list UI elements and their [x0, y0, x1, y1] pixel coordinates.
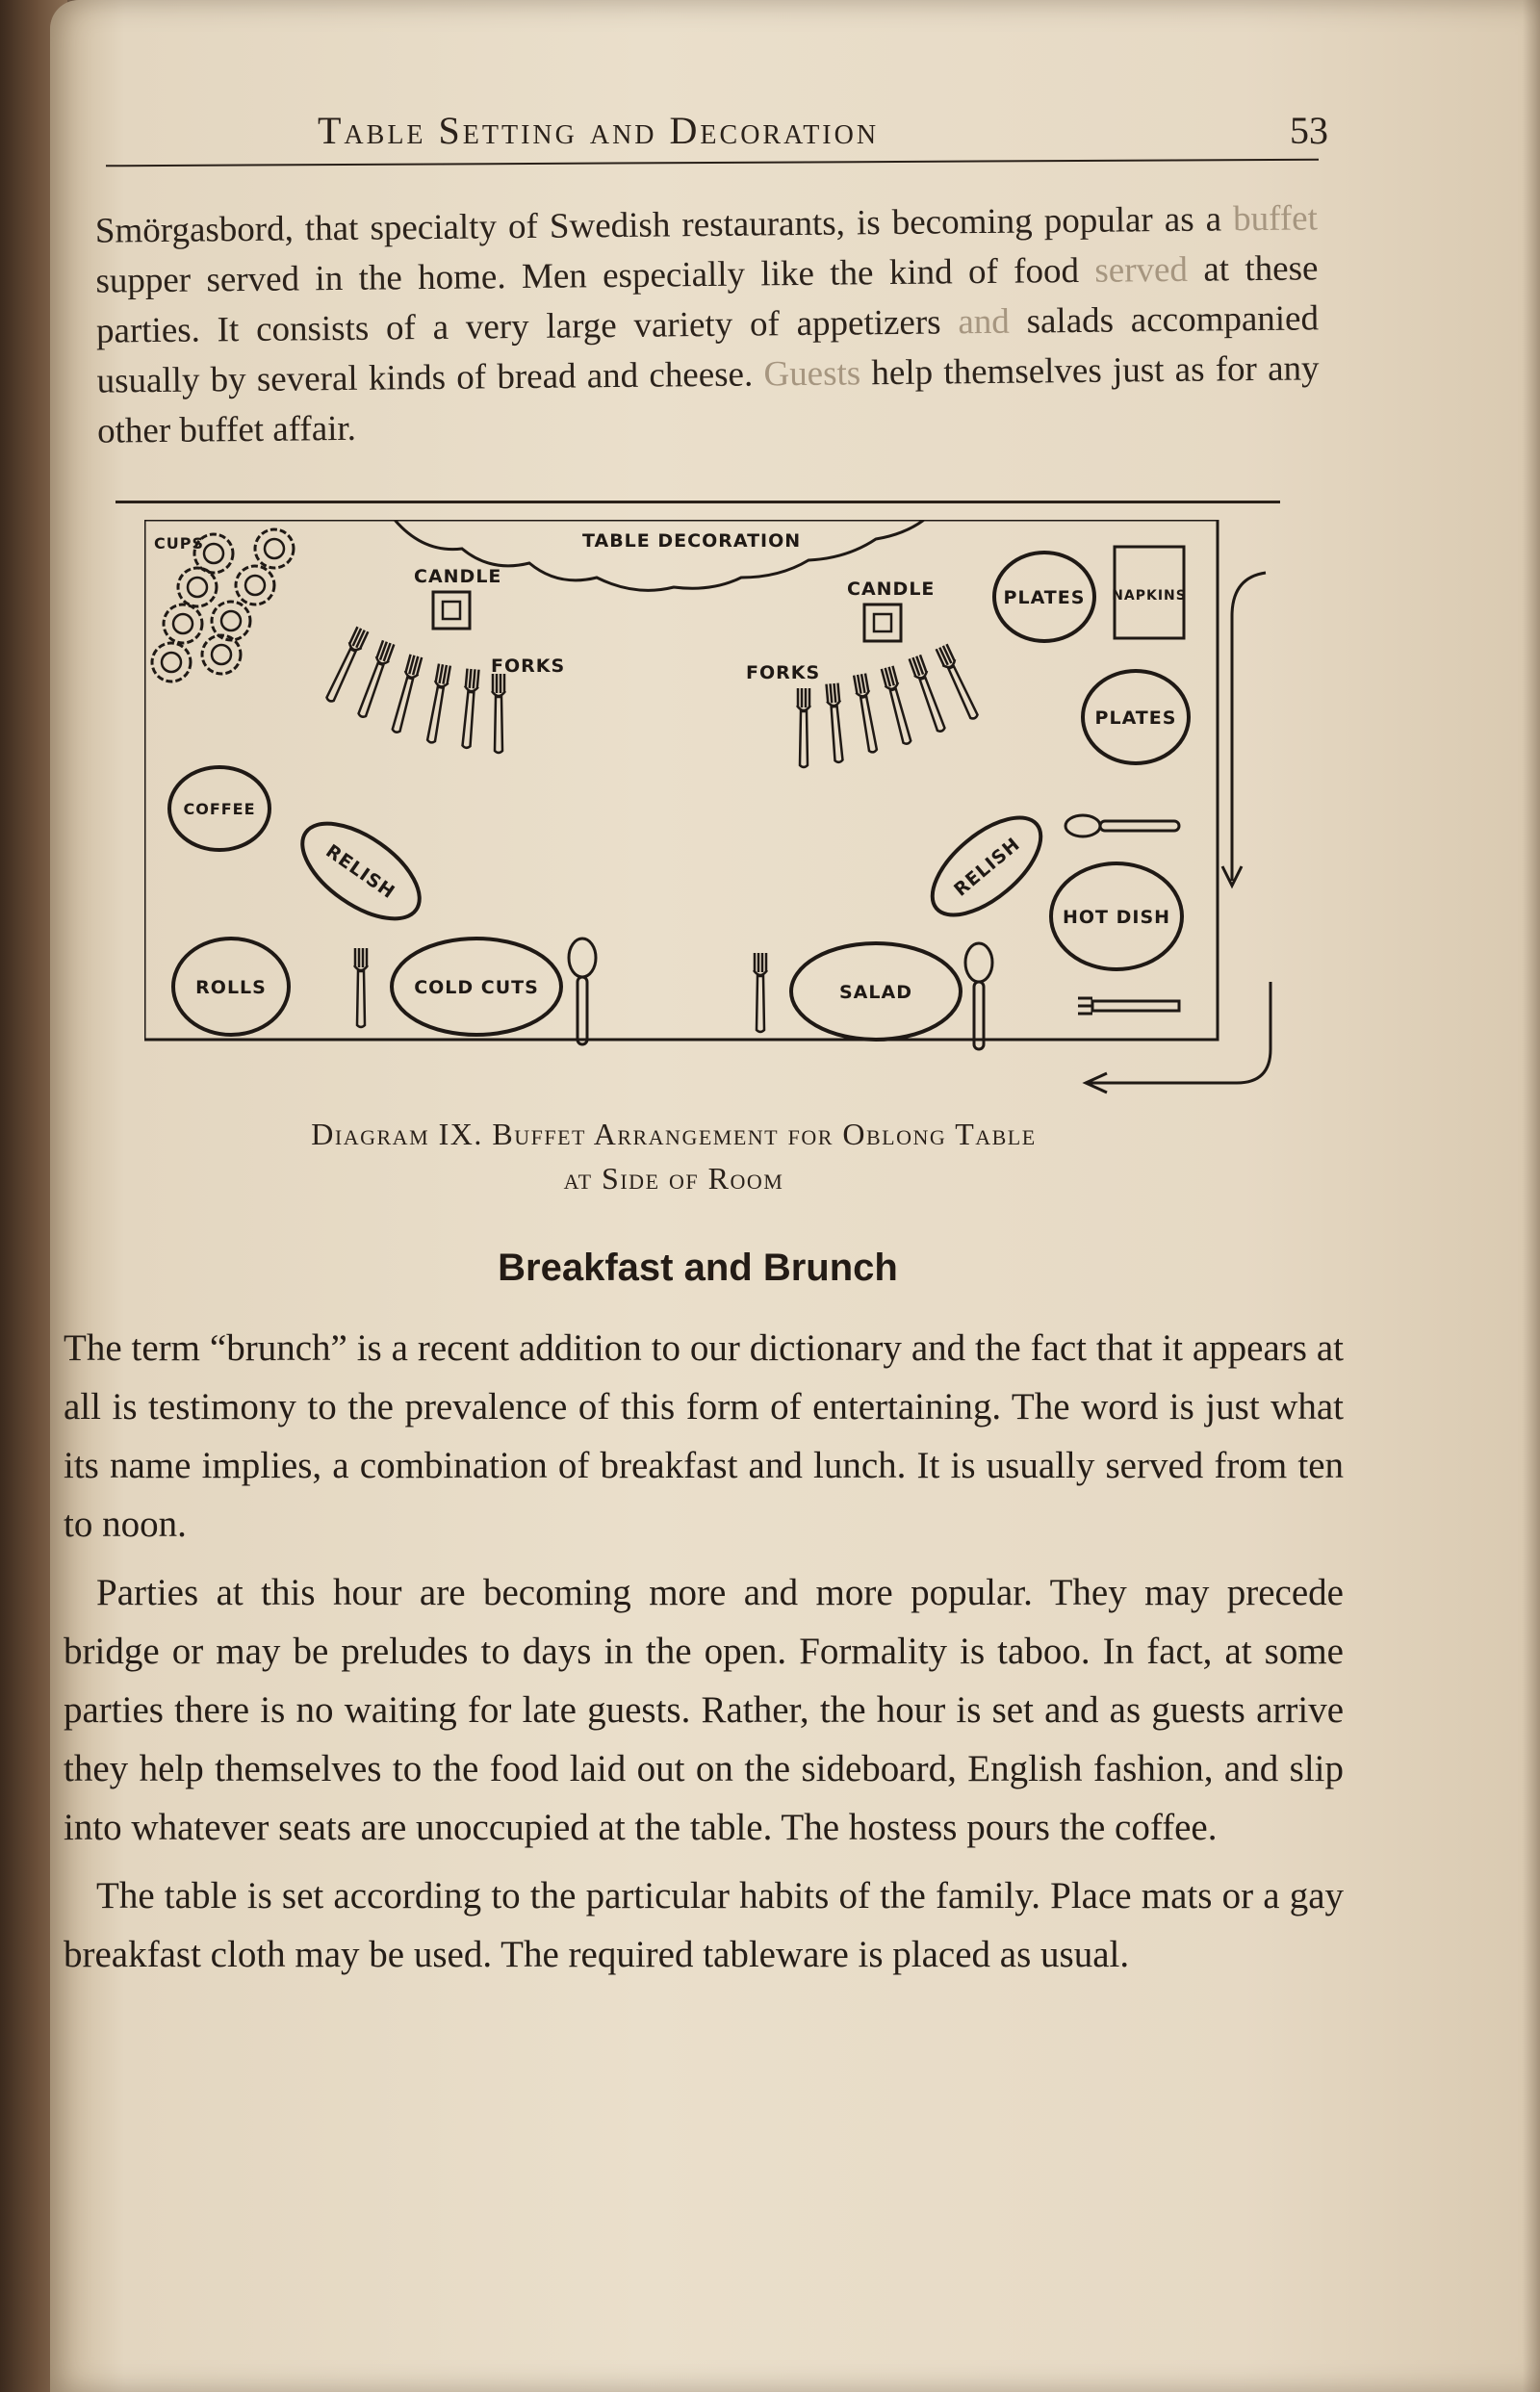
intro-text-4: salads accompanied usually by several kinds of bread and cheese. — [96, 298, 1320, 401]
intro-text-5: help themselves just as for any other buffet affair. — [96, 348, 1320, 451]
label-candle-left: CANDLE — [414, 566, 502, 587]
spoon-cold-cuts-icon — [569, 939, 596, 977]
label-salad: SALAD — [839, 982, 912, 1003]
figure-caption — [144, 1112, 1203, 1200]
intro-text-2: supper served in the home. Men especially like the kind of food — [95, 250, 1095, 301]
forks-left-group — [323, 627, 505, 753]
fork-right-bottom-icon — [1078, 998, 1179, 1014]
label-coffee: COFFEE — [183, 800, 256, 818]
flow-arrow-down — [1232, 573, 1266, 881]
cup-icon — [152, 643, 191, 682]
page-number: 53 — [1290, 109, 1328, 152]
label-relish-left: RELISH — [321, 840, 399, 904]
label-hot-dish: HOT DISH — [1062, 907, 1171, 928]
label-cups: CUPS — [154, 534, 204, 553]
body-paragraph-3: The table is set according to the particular habits of the family. Place mats or a gay breakfast cloth may be used. The required tableware is placed as usual. — [64, 1875, 1344, 1975]
label-forks-left: FORKS — [491, 656, 566, 677]
flow-arrow-left — [1088, 982, 1270, 1083]
intro-faded-3: and — [958, 301, 1011, 343]
spoon-salad-icon — [965, 943, 992, 982]
page-edge-shadow — [1523, 0, 1540, 2392]
spoon-icon — [1065, 815, 1100, 836]
intro-faded-1: buffet — [1232, 198, 1319, 240]
label-cold-cuts: COLD CUTS — [414, 977, 539, 998]
section-heading: Breakfast and Brunch — [498, 1247, 898, 1289]
label-forks-right: FORKS — [746, 662, 821, 683]
buffet-diagram-svg — [144, 520, 1280, 1097]
cup-icon — [236, 566, 274, 604]
candle-left-icon — [433, 592, 470, 629]
forks-right-group — [797, 644, 981, 767]
label-rolls: ROLLS — [195, 977, 267, 998]
label-plates-right: PLATES — [1094, 707, 1177, 729]
fork-salad-icon — [754, 953, 767, 1032]
intro-paragraph — [95, 193, 1321, 456]
label-plates-top: PLATES — [1003, 587, 1086, 608]
intro-faded-4: Guests — [763, 353, 861, 395]
label-relish-right: RELISH — [950, 833, 1025, 901]
intro-text-3: at these parties. It consists of a very large variety of appetizers — [95, 248, 1319, 351]
intro-text-1: Smörgasbord, that specialty of Swedish restaurants, is becoming popular as a — [94, 199, 1234, 251]
figure-top-rule — [116, 501, 1280, 503]
label-napkins: NAPKINS — [1112, 588, 1187, 604]
label-table-decoration: TABLE DECORATION — [582, 530, 802, 552]
section-body — [64, 1319, 1344, 1993]
candle-right-icon — [864, 604, 901, 641]
cup-icon — [255, 529, 294, 568]
cup-icon — [212, 602, 250, 640]
caption-line-1: Diagram IX. Buffet Arrangement for Oblong Table — [311, 1117, 1037, 1151]
cup-icon — [202, 635, 241, 674]
page-header — [318, 108, 1328, 166]
cup-icon — [164, 604, 202, 643]
caption-line-2: at Side of Room — [563, 1161, 784, 1196]
fork-cold-cuts-icon — [354, 948, 368, 1027]
buffet-diagram — [144, 520, 1280, 1097]
label-candle-right: CANDLE — [847, 579, 936, 600]
body-paragraph-2: Parties at this hour are becoming more and more popular. They may precede bridge or may be preludes to days in the open. Formality is taboo. In fact, at some parties there is no waiting for late guests. Rather, the hour is set and as guests arrive they help themselves to the food laid out on the sideboard, English fashion, and slip into whatever seats are unoccupied at the table. The hostess pours the coffee. — [64, 1572, 1344, 1848]
intro-faded-2: served — [1094, 249, 1189, 291]
running-title: Table Setting and Decoration — [318, 109, 880, 152]
body-paragraph-1: The term “brunch” is a recent addition to our dictionary and the fact that it appears at all is testimony to the prevalence of this form of entertaining. The word is just what its name implies, a combination of breakfast and lunch. It is usually served from ten to noon. — [64, 1327, 1344, 1545]
